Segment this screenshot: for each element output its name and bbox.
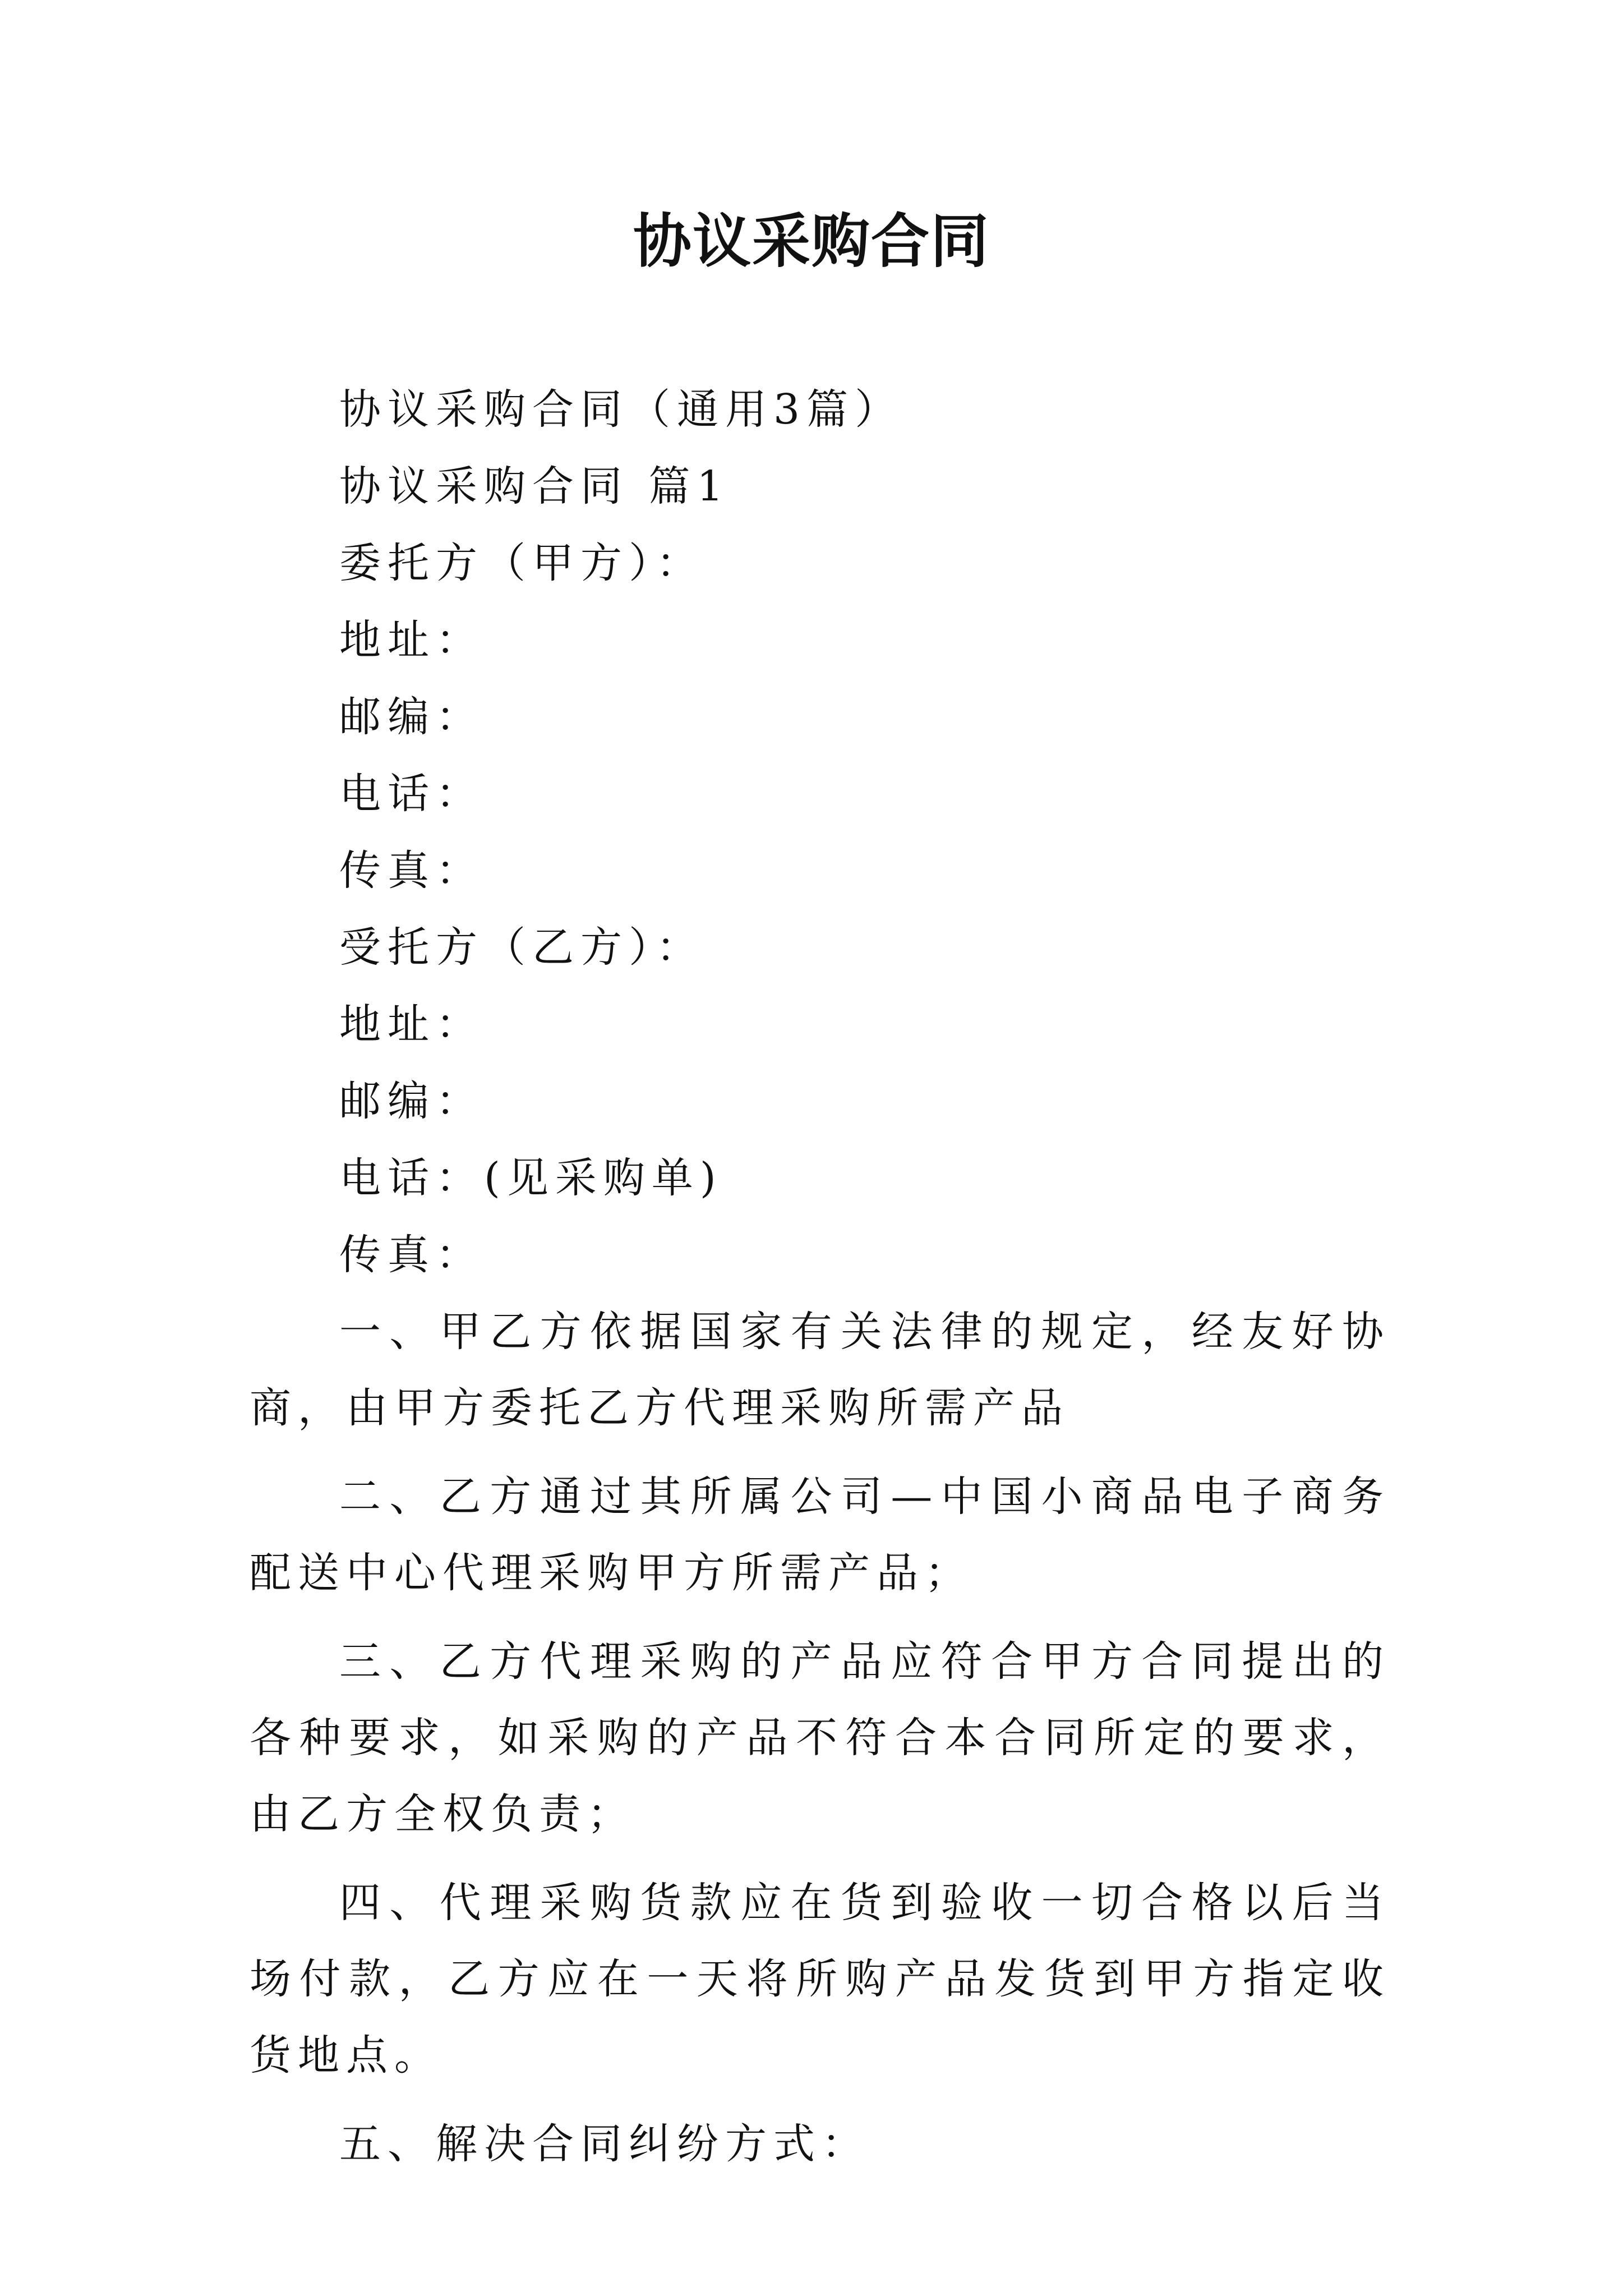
- party-b-fax: 传真：: [339, 1231, 484, 1279]
- clause-1: 一、甲乙方依据国家有关法律的规定，经友好协商，由甲方委托乙方代理采购所需产品: [250, 1308, 1390, 1432]
- party-b-address: 地址：: [339, 1000, 484, 1048]
- clause-2: 二、乙方通过其所属公司—中国小商品电子商务配送中心代理采购甲方所需产品；: [250, 1473, 1390, 1597]
- subtitle-line: 协议采购合同（通用3篇）: [339, 385, 903, 434]
- party-a-address: 地址：: [339, 616, 484, 664]
- party-a-phone: 电话：: [339, 770, 484, 818]
- party-a-label: 委托方（甲方）：: [339, 539, 704, 587]
- document-body: [250, 371, 1390, 2194]
- clause-4: 四、代理采购货款应在货到验收一切合格以后当场付款，乙方应在一天将所购产品发货到甲方指定收货地点。: [250, 1879, 1390, 2079]
- clause-5: 五、解决合同纠纷方式：: [339, 2120, 870, 2168]
- document-title: 协议采购合同: [633, 206, 990, 275]
- party-a-postcode: 邮编：: [339, 693, 484, 741]
- clause-3: 三、乙方代理采购的产品应符合甲方合同提出的各种要求，如采购的产品不符合本合同所定的要求，由乙方全权负责；: [250, 1637, 1390, 1838]
- party-b-postcode: 邮编：: [339, 1077, 484, 1125]
- section-heading: 协议采购合同 篇1: [339, 462, 730, 510]
- party-a-fax: 传真：: [339, 846, 484, 895]
- party-b-label: 受托方（乙方）：: [339, 923, 704, 972]
- party-b-phone: 电话：(见采购单): [339, 1154, 723, 1202]
